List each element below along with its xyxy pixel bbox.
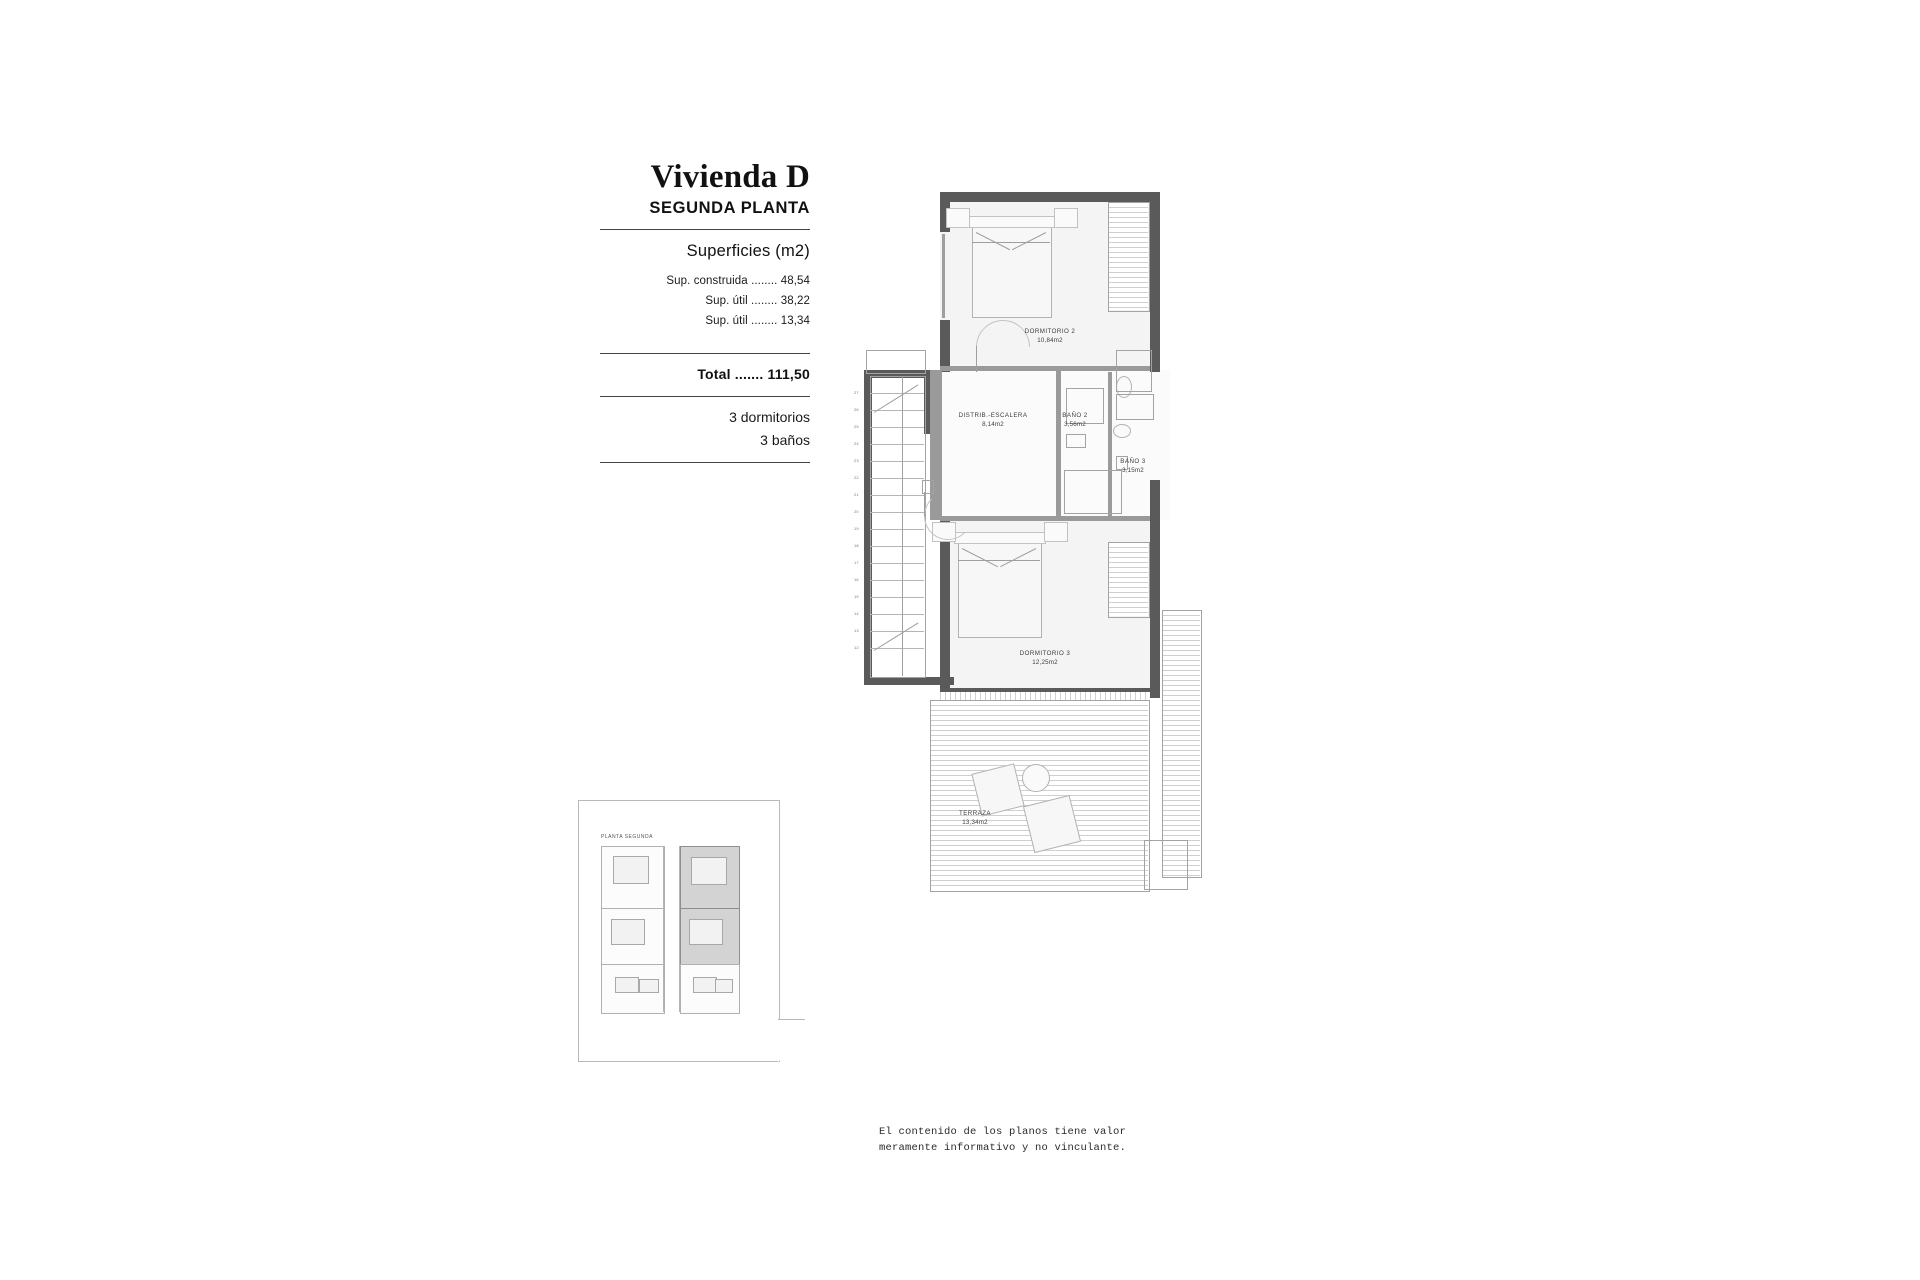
info-panel xyxy=(600,160,810,463)
room-name: DISTRIB.-ESCALERA xyxy=(958,412,1028,419)
exterior-wall-left-mid xyxy=(940,320,950,372)
wardrobe-outline-d3 xyxy=(1108,542,1150,618)
key-plan xyxy=(578,800,780,1062)
stair-shaft-wall-bottom xyxy=(864,677,954,685)
stair-tick: 14 xyxy=(854,611,859,616)
stair-tick: 19 xyxy=(854,526,859,531)
key-plan-tab xyxy=(778,1019,805,1063)
key-plan-divider xyxy=(663,846,664,1012)
key-plan-label: PLANTA SEGUNDA xyxy=(601,834,653,840)
divider xyxy=(600,353,810,354)
stair-treads xyxy=(870,376,924,676)
door-arc-dormitorio-3 xyxy=(924,492,972,540)
room-area: 8,14m2 xyxy=(982,421,1004,428)
door-leaf-dormitorio-2 xyxy=(976,346,977,372)
key-plan-bed xyxy=(613,856,649,884)
bed-fold-line-d2 xyxy=(972,242,1050,243)
bed-dormitorio-3 xyxy=(958,540,1042,638)
room-area: 12,25m2 xyxy=(1032,659,1058,666)
total-surface: Total ....... 111,50 xyxy=(697,365,810,382)
stair-tick: 23 xyxy=(854,458,859,463)
terraza-table xyxy=(1022,764,1050,792)
disclaimer-line-1: El contenido de los planos tiene valor xyxy=(879,1126,1127,1138)
stair-tick: 25 xyxy=(854,424,859,429)
nightstand-left-d2 xyxy=(946,208,970,228)
divider xyxy=(600,396,810,397)
room-name: DORMITORIO 2 xyxy=(1024,328,1076,335)
stair-tick: 15 xyxy=(854,594,859,599)
key-plan-bed xyxy=(615,977,639,993)
door-leaf-dormitorio-3 xyxy=(924,492,925,516)
divider xyxy=(600,462,810,463)
room-name: TERRAZA xyxy=(958,810,992,817)
exterior-wall-left-lower xyxy=(940,518,950,698)
disclaimer-line-2: meramente informativo y no vinculante. xyxy=(879,1142,1127,1155)
parapet-bottom xyxy=(940,692,1150,700)
stair-tick: 17 xyxy=(854,560,859,565)
nightstand-right-d2 xyxy=(1054,208,1078,228)
stair-tick: 24 xyxy=(854,441,859,446)
door-jamb-distribuidor xyxy=(922,480,934,494)
surface-row: Sup. útil ........ 38,22 xyxy=(705,294,810,307)
balcony-ledge-top-left xyxy=(866,350,926,374)
stair-tick: 21 xyxy=(854,492,859,497)
key-plan-bed xyxy=(693,977,717,993)
nightstand-right-d3 xyxy=(1044,522,1068,542)
room-name: DORMITORIO 3 xyxy=(1019,650,1071,657)
room-name: BAÑO 3 xyxy=(1120,458,1146,465)
bathrooms-count: 3 baños xyxy=(760,431,810,448)
sink-basin-bano-2 xyxy=(1113,424,1131,438)
bed-headboard-d3 xyxy=(954,532,1046,544)
key-plan-bed xyxy=(611,919,645,945)
partition-bano xyxy=(1056,370,1061,520)
key-plan-bed xyxy=(691,857,727,885)
key-plan-bed xyxy=(689,919,723,945)
surface-row: Sup. útil ........ 13,34 xyxy=(705,314,810,327)
room-label-bano-3 xyxy=(1098,458,1168,474)
room-area: 3,56m2 xyxy=(1064,421,1086,428)
room-label-distribuidor xyxy=(928,412,1058,428)
room-name: BAÑO 2 xyxy=(1062,412,1088,419)
room-label-bano-2 xyxy=(1040,412,1110,428)
window-d2-left xyxy=(942,234,945,318)
key-plan-bed xyxy=(715,979,733,993)
bed-fold-line-d3 xyxy=(958,560,1040,561)
key-plan-bed xyxy=(639,979,659,993)
room-area: 10,84m2 xyxy=(1037,337,1063,344)
stair-tick: 12 xyxy=(854,645,859,650)
bedrooms-count: 3 dormitorios xyxy=(729,408,810,425)
exterior-stair-right-outline xyxy=(1162,610,1202,878)
sink-bano-2 xyxy=(1066,434,1086,448)
surfaces-heading: Superficies (m2) xyxy=(686,241,810,260)
room-area: 13,34m2 xyxy=(962,819,988,826)
exterior-wall-right-lower xyxy=(1150,480,1160,695)
bed-headboard-d2 xyxy=(968,216,1056,228)
exterior-stair-landing xyxy=(1144,840,1188,890)
stair-tick: 20 xyxy=(854,509,859,514)
page-subtitle: SEGUNDA PLANTA xyxy=(649,198,810,217)
shower-bano-3 xyxy=(1116,350,1152,392)
wardrobe-outline-d2 xyxy=(1108,202,1150,312)
bed-dormitorio-2 xyxy=(972,224,1052,318)
exterior-wall-right xyxy=(1150,192,1160,372)
stair-tick: 16 xyxy=(854,577,859,582)
stair-tick: 22 xyxy=(854,475,859,480)
floor-plan xyxy=(854,180,1380,900)
disclaimer xyxy=(879,1124,1209,1157)
bathtub-bano-3 xyxy=(1116,394,1154,420)
divider xyxy=(600,229,810,230)
stair-tick: 18 xyxy=(854,543,859,548)
room-label-terraza xyxy=(930,810,1020,826)
exterior-wall-top xyxy=(940,192,1160,202)
page-title: Vivienda D xyxy=(650,159,810,195)
terraza-outline xyxy=(930,700,1150,892)
shower-bano-2-lower xyxy=(1064,470,1122,514)
surface-row: Sup. construida ........ 48,54 xyxy=(666,274,810,287)
stair-tick: 13 xyxy=(854,628,859,633)
room-label-dormitorio-3 xyxy=(985,650,1105,666)
room-area: 3,15m2 xyxy=(1122,467,1144,474)
stair-tick: 26 xyxy=(854,407,859,412)
room-label-dormitorio-2 xyxy=(990,328,1110,344)
stair-tick: 27 xyxy=(854,390,859,395)
